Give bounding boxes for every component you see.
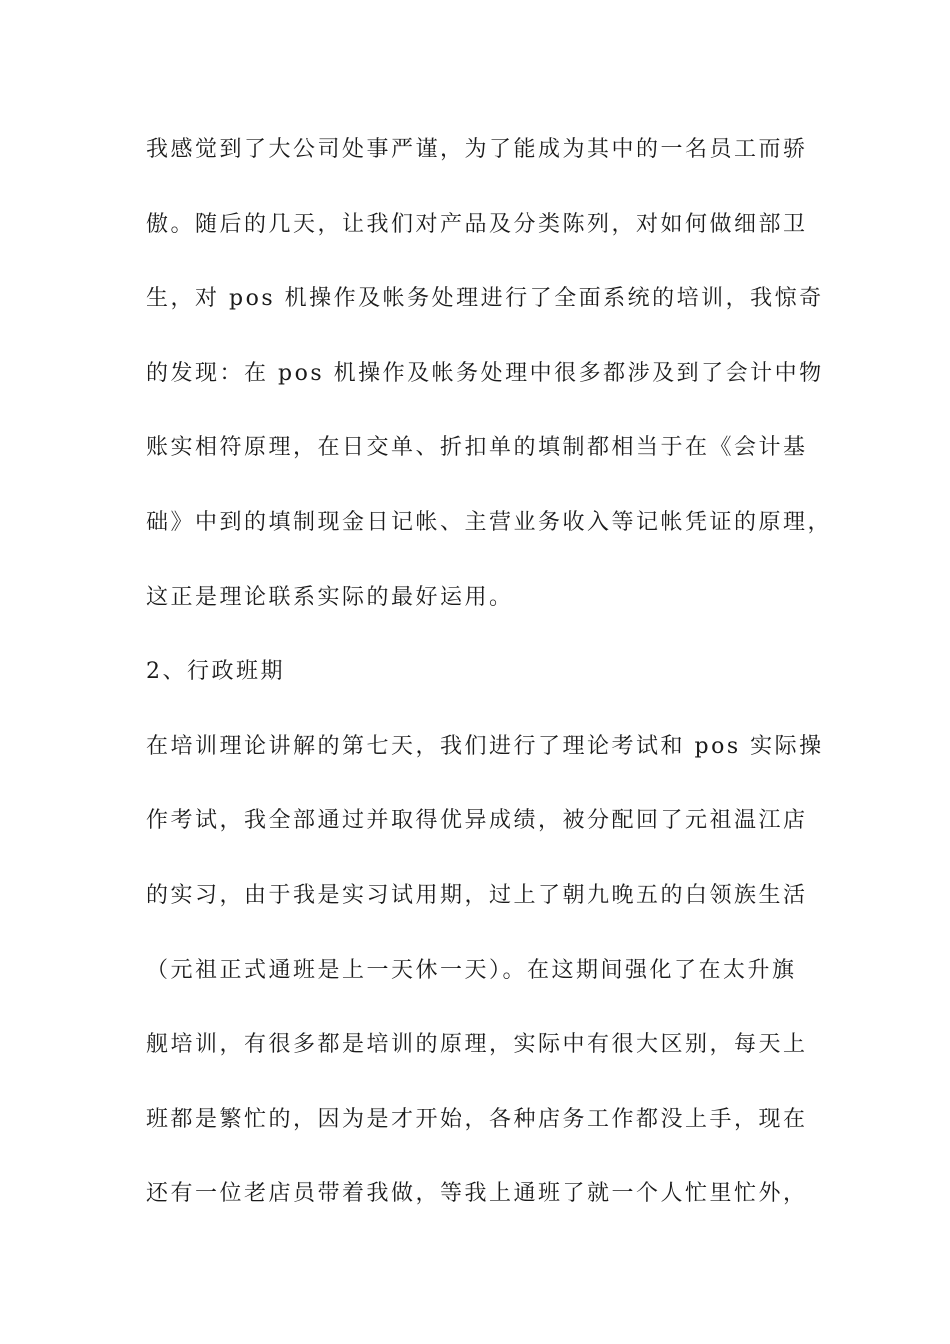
- section-heading: 2、行政班期: [146, 659, 285, 685]
- paragraph-line: 的实习，由于我是实习试用期，过上了朝九晚五的白领族生活: [146, 882, 808, 908]
- paragraph-line: 作考试，我全部通过并取得优异成绩，被分配回了元祖温江店: [146, 808, 808, 834]
- paragraph-line: 班都是繁忙的，因为是才开始，各种店务工作都没上手，现在: [146, 1106, 808, 1132]
- paragraph-line: 舰培训，有很多都是培训的原理，实际中有很大区别，每天上: [146, 1032, 808, 1058]
- paragraph-line: 在培训理论讲解的第七天，我们进行了理论考试和 pos 实际操: [146, 733, 824, 759]
- paragraph-line: 生，对 pos 机操作及帐务处理进行了全面系统的培训，我惊奇: [146, 286, 824, 312]
- paragraph-line: 我感觉到了大公司处事严谨，为了能成为其中的一名员工而骄: [146, 137, 808, 162]
- paragraph-line: 傲。随后的几天，让我们对产品及分类陈列，对如何做细部卫: [146, 211, 808, 237]
- paragraph-line: 这正是理论联系实际的最好运用。: [146, 584, 514, 610]
- paragraph-line: 础》中到的填制现金日记帐、主营业务收入等记帐凭证的原理，: [146, 509, 833, 535]
- paragraph-line: （元祖正式通班是上一天休一天）。在这期间强化了在太升旗: [146, 957, 797, 983]
- body-text: [146, 128, 833, 1247]
- paragraph-line: 账实相符原理，在日交单、折扣单的填制都相当于在《会计基: [146, 435, 808, 461]
- paragraph-line: 的发现：在 pos 机操作及帐务处理中很多都涉及到了会计中物: [146, 360, 824, 386]
- paragraph-line: 还有一位老店员带着我做，等我上通班了就一个人忙里忙外，: [146, 1181, 808, 1207]
